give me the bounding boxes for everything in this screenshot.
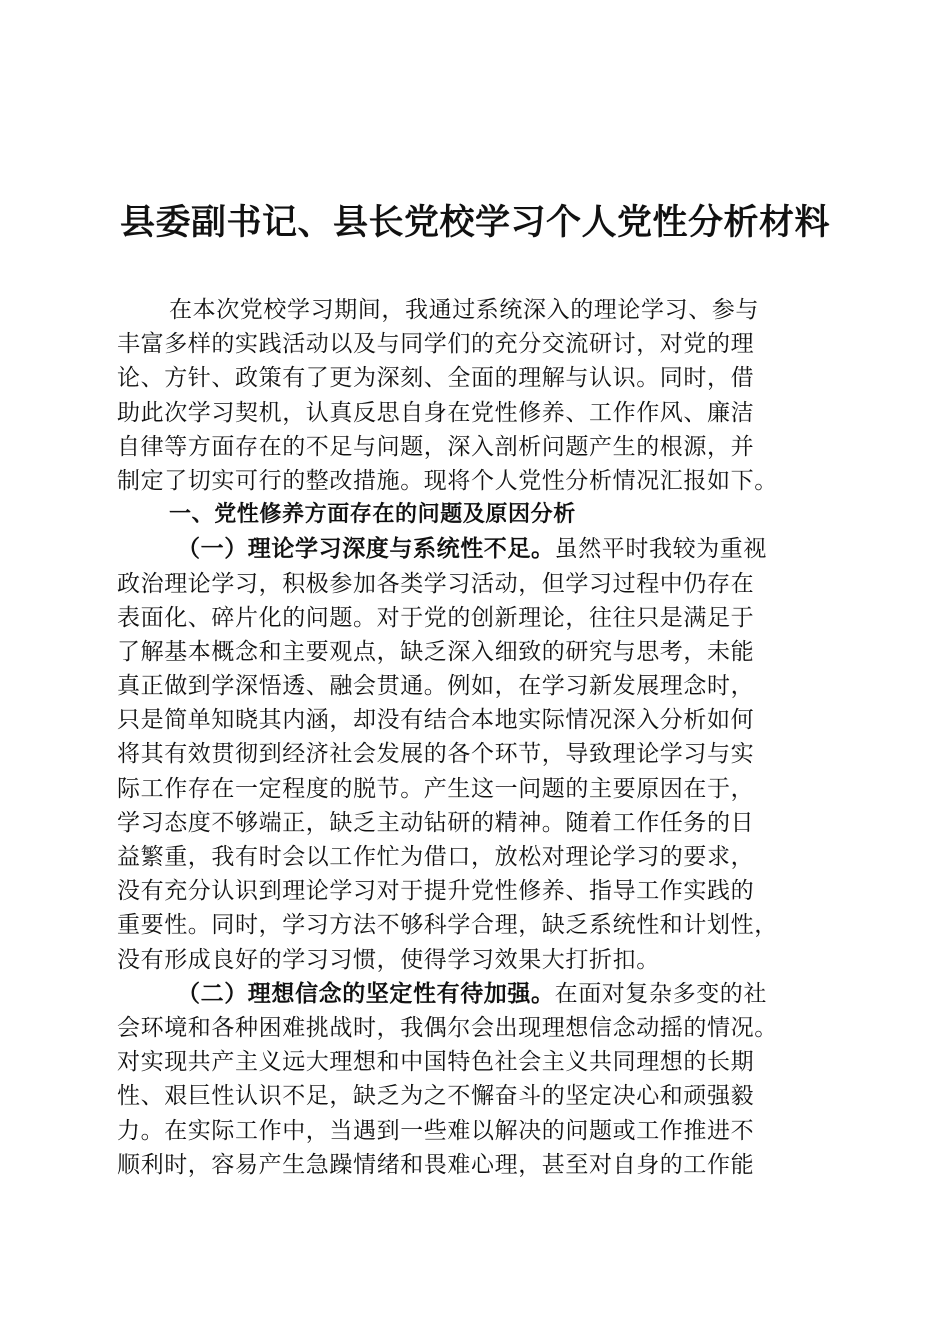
intro-line: 自律等方面存在的不足与问题，深入剖析问题产生的根源，并 xyxy=(117,433,755,460)
paragraph-line: 性、艰巨性认识不足，缺乏为之不懈奋斗的坚定决心和顽强毅 xyxy=(117,1083,755,1110)
paragraph-line: 际工作存在一定程度的脱节。产生这一问题的主要原因在于， xyxy=(117,775,755,802)
intro-line: 在本次党校学习期间，我通过系统深入的理论学习、参与 xyxy=(169,297,759,323)
paragraph-line: 真正做到学深悟透、融会贯通。例如，在学习新发展理念时， xyxy=(117,673,755,700)
item-first-line xyxy=(117,977,837,1011)
paragraph-line: 将其有效贯彻到经济社会发展的各个环节，导致理论学习与实 xyxy=(117,741,755,768)
paragraph-line: 益繁重，我有时会以工作忙为借口，放松对理论学习的要求， xyxy=(117,844,755,870)
item-text: 虽然平时我较为重视 xyxy=(554,536,768,563)
item-first-line xyxy=(117,532,837,566)
intro-line: 助此次学习契机，认真反思自身在党性修养、工作作风、廉洁 xyxy=(117,399,755,426)
paragraph-line: 了解基本概念和主要观点，缺乏深入细致的研究与思考，未能 xyxy=(117,638,755,665)
item-text: 在面对复杂多变的社 xyxy=(554,980,768,1007)
paragraph-line: 顺利时，容易产生急躁情绪和畏难心理，甚至对自身的工作能 xyxy=(117,1151,755,1178)
document-title: 县委副书记、县长党校学习个人党性分析材料 xyxy=(119,202,830,243)
intro-line: 丰富多样的实践活动以及与同学们的充分交流研讨，对党的理 xyxy=(117,331,755,358)
paragraph-line: 政治理论学习，积极参加各类学习活动，但学习过程中仍存在 xyxy=(117,570,755,597)
intro-line: 制定了切实可行的整改措施。现将个人党性分析情况汇报如下。 xyxy=(117,467,778,494)
section-heading: 一、党性修养方面存在的问题及原因分析 xyxy=(169,502,576,528)
paragraph-line: 重要性。同时，学习方法不够科学合理，缺乏系统性和计划性， xyxy=(117,912,778,939)
paragraph-line: 学习态度不够端正，缺乏主动钻研的精神。随着工作任务的日 xyxy=(117,809,755,836)
document-body xyxy=(117,293,837,1182)
item-title: （二）理想信念的坚定性有待加强。 xyxy=(177,979,555,1007)
paragraph-line: 会环境和各种困难挑战时，我偶尔会出现理想信念动摇的情况。 xyxy=(117,1014,778,1041)
item-title: （一）理论学习深度与系统性不足。 xyxy=(177,535,555,563)
intro-line: 论、方针、政策有了更为深刻、全面的理解与认识。同时，借 xyxy=(117,365,755,392)
paragraph-line: 没有充分认识到理论学习对于提升党性修养、指导工作实践的 xyxy=(117,878,755,905)
paragraph-line: 力。在实际工作中，当遇到一些难以解决的问题或工作推进不 xyxy=(117,1117,755,1144)
paragraph-line: 表面化、碎片化的问题。对于党的创新理论，往往只是满足于 xyxy=(117,604,755,631)
paragraph-line: 没有形成良好的学习习惯，使得学习效果大打折扣。 xyxy=(117,946,660,973)
paragraph-line: 只是简单知晓其内涵，却没有结合本地实际情况深入分析如何 xyxy=(117,707,755,734)
paragraph-line: 对实现共产主义远大理想和中国特色社会主义共同理想的长期 xyxy=(117,1049,755,1076)
